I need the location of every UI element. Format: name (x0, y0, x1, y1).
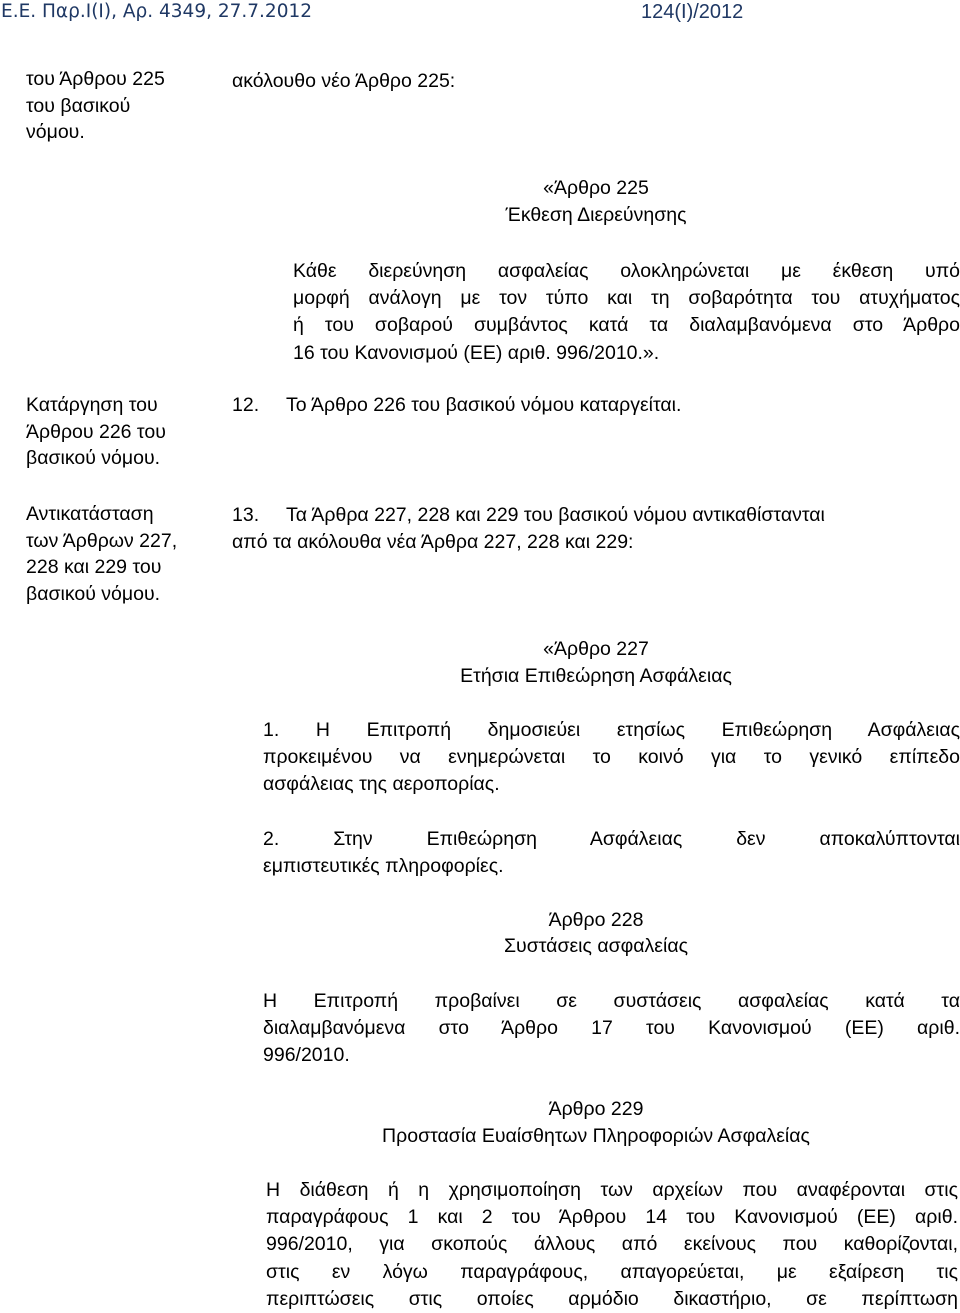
article-228-text (263, 988, 960, 1070)
text-line: μορφή ανάλογη με τον τύπο και τη σοβαρότητα του ατυχήματος (293, 287, 960, 310)
text-line: 1. Η Επιτροπή δημοσιεύει ετησίως Επιθεώρηση Ασφάλειας (263, 719, 960, 741)
paragraph-number: 13. (232, 504, 260, 526)
margin-note-line: Κατάργηση του (26, 394, 158, 416)
text-line: προκειμένου να ενημερώνεται το κοινό για το γενικό επίπεδο (263, 746, 960, 769)
margin-note-line: Αντικατάσταση (26, 503, 154, 525)
text-line: ασφάλειας της αεροπορίας. (263, 773, 500, 796)
article-227-paragraph-2 (263, 826, 960, 880)
paragraph-text: από τα ακόλουθα νέα Άρθρα 227, 228 και 229: (232, 531, 634, 554)
text-line: 16 του Κανονισμού (ΕΕ) αριθ. 996/2010.». (293, 341, 660, 364)
text-line: Η Επιτροπή προβαίνει σε συστάσεις ασφαλείας κατά τα (263, 990, 960, 1012)
article-229-title: Προστασία Ευαίσθητων Πληροφοριών Ασφαλείας (382, 1125, 810, 1147)
margin-note-repeal-226 (26, 392, 216, 472)
article-225-heading: «Άρθρο 225 (543, 177, 649, 199)
margin-note-line: Άρθρου 226 του (26, 420, 166, 443)
margin-note-replace-227-229 (26, 501, 216, 607)
margin-note-article-225 (26, 66, 216, 146)
article-227-title: Ετήσια Επιθεώρηση Ασφάλειας (460, 665, 732, 687)
paragraph-number: 12. (232, 394, 260, 416)
margin-note-line: των Άρθρων 227, (26, 529, 178, 552)
paragraph-13 (232, 502, 960, 556)
text-line: στις εν λόγω παραγράφους, απαγορεύεται, με εξαίρεση τις (266, 1260, 958, 1283)
text-line: εμπιστευτικές πληροφορίες. (263, 855, 504, 878)
margin-note-line: του Άρθρου 225 (26, 68, 165, 90)
text-line: Κάθε διερεύνηση ασφαλείας ολοκληρώνεται με έκθεση υπό (293, 260, 960, 282)
article-227-paragraph-1 (263, 717, 960, 799)
text-line: παραγράφους 1 και 2 του Άρθρου 14 του Κανονισμού (ΕΕ) αριθ. (266, 1206, 958, 1229)
text-line: 996/2010, για σκοπούς άλλους από εκείνους που καθορίζονται, (266, 1233, 958, 1256)
law-number: 124(Ι)/2012 (641, 1, 744, 23)
margin-note-line: βασικού νόμου. (26, 582, 161, 605)
intro-line: ακόλουθο νέο Άρθρο 225: (232, 70, 456, 92)
text-line: 996/2010. (263, 1044, 350, 1067)
margin-note-line: 228 και 229 του (26, 556, 162, 578)
paragraph-text: Τα Άρθρα 227, 228 και 229 του βασικού νόμου αντικαθίστανται (286, 504, 825, 526)
paragraph-12 (232, 392, 681, 419)
margin-note-line: βασικού νόμου. (26, 447, 161, 469)
margin-note-line: του βασικού (26, 94, 131, 117)
article-227-heading: «Άρθρο 227 (543, 638, 649, 660)
text-line: ή του σοβαρού συμβάντος κατά τα διαλαμβανόμενα στο Άρθρο (293, 314, 960, 337)
article-225-title: Έκθεση Διερεύνησης (505, 204, 687, 226)
gazette-reference: Ε.Ε. Παρ.Ι(Ι), Αρ. 4349, 27.7.2012 (1, 1, 313, 22)
margin-note-line: νόμου. (26, 121, 85, 143)
article-228-heading: Άρθρο 228 (548, 909, 644, 931)
article-225-text (293, 258, 960, 367)
paragraph-text: Το Άρθρο 226 του βασικού νόμου καταργείται. (286, 394, 682, 416)
text-line: περιπτώσεις στις οποίες αρμόδιο δικαστήριο, σε περίπτωση (266, 1287, 958, 1310)
article-229-heading: Άρθρο 229 (548, 1098, 644, 1120)
text-line: διαλαμβανόμενα στο Άρθρο 17 του Κανονισμού (ΕΕ) αριθ. (263, 1017, 960, 1040)
text-line: 2. Στην Επιθεώρηση Ασφάλειας δεν αποκαλύπτονται (263, 828, 960, 850)
article-228-title: Συστάσεις ασφαλείας (503, 935, 688, 957)
article-229-text (266, 1177, 958, 1313)
text-line: Η διάθεση ή η χρησιμοποίηση των αρχείων που αναφέρονται στις (266, 1179, 958, 1201)
